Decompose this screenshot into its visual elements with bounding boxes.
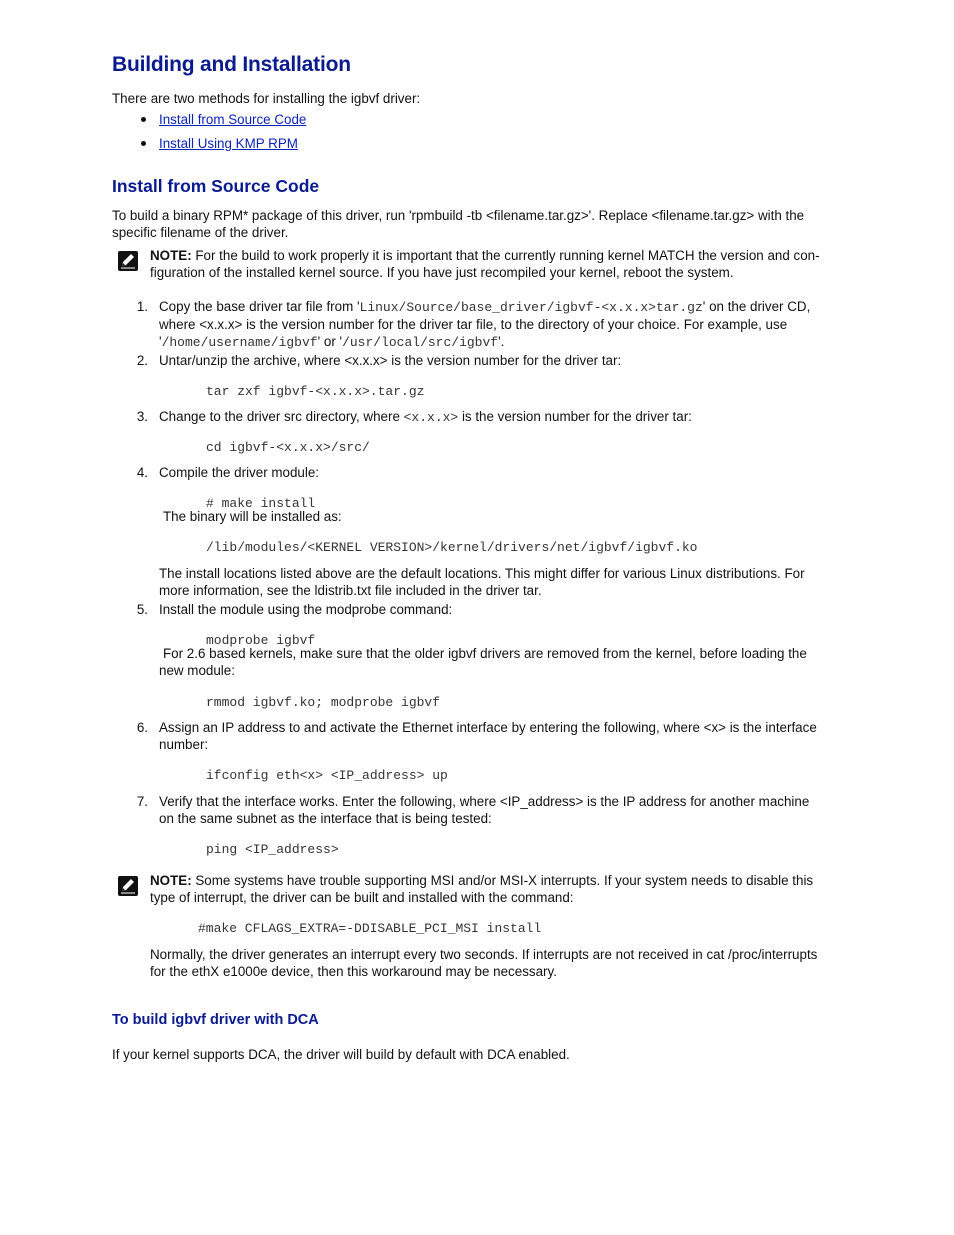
note1 [150, 247, 820, 281]
step5-rmmod-command: rmmod igbvf.ko; modprobe igbvf [206, 695, 441, 710]
step-number: 3. [136, 409, 148, 424]
step3-text-end: is the version number for the driver tar: [458, 409, 692, 424]
step6-text [159, 719, 817, 753]
step2-command: tar zxf igbvf-<x.x.x>.tar.gz [206, 384, 425, 399]
step-number: 7. [136, 794, 148, 809]
step1-text [159, 298, 810, 351]
step-number: 2. [136, 353, 148, 368]
step5-after-line1: For 2.6 based kernels, make sure that the older igbvf drivers are removed from the kernel, before loading the [163, 646, 807, 661]
step1-text-a-end: ' on the driver CD, [702, 299, 811, 314]
step7-text-line2: on the same subnet as the interface that is being tested: [159, 811, 492, 826]
step3-text-a: Change to the driver src directory, where [159, 409, 404, 424]
step6-text-line2: number: [159, 737, 209, 752]
step7-text-line1: Verify that the interface works. Enter the following, where <IP_address> is the IP address for another machine [159, 794, 810, 809]
note1-label: NOTE: [150, 248, 192, 263]
pencil-note-icon [118, 251, 138, 271]
step5-command: modprobe igbvf [206, 633, 316, 648]
step2-text: Untar/unzip the archive, where <x.x.x> is the version number for the driver tar: [159, 353, 622, 368]
section1-para-line2: specific filename of the driver. [112, 225, 289, 240]
link-install-from-source[interactable]: Install from Source Code [159, 112, 307, 127]
step4-module-path: /lib/modules/<KERNEL VERSION>/kernel/drivers/net/igbvf/igbvf.ko [206, 540, 698, 555]
section1-paragraph [112, 207, 804, 241]
step1-quote: ' [159, 334, 162, 349]
note2-line1: Some systems have trouble supporting MSI and/or MSI-X interrupts. If your system needs to disable this [191, 873, 814, 888]
note2-label: NOTE: [150, 873, 192, 888]
step1-text-end: '. [498, 334, 505, 349]
section1-para-line1: To build a binary RPM* package of this driver, run 'rpmbuild -tb <filename.tar.gz>'. Replace <filename.tar.gz> with the [112, 208, 805, 223]
step-number: 6. [136, 720, 148, 735]
link-install-using-kmp-rpm[interactable]: Install Using KMP RPM [159, 136, 298, 151]
note1-line2: figuration of the installed kernel source. If you have just recompiled your kernel, reboot the system. [150, 265, 734, 280]
dca-paragraph: If your kernel supports DCA, the driver will build by default with DCA enabled. [112, 1047, 570, 1062]
note2 [150, 872, 813, 906]
step6-command: ifconfig eth<x> <IP_address> up [206, 768, 448, 783]
step4-para-line2: more information, see the ldistrib.txt file included in the driver tar. [159, 583, 542, 598]
step1-code-usr: /usr/local/src/igbvf [342, 335, 499, 350]
bullet-icon [141, 117, 146, 122]
step3-text [159, 408, 692, 426]
section-heading-install-from-source: Install from Source Code [112, 176, 320, 196]
note2-para-line2: for the ethX e1000e device, then this workaround may be necessary. [150, 964, 557, 979]
step5-after-line2: new module: [159, 663, 235, 678]
step-number: 5. [136, 602, 148, 617]
step6-text-line1: Assign an IP address to and activate the Ethernet interface by entering the following, where <x> is the interface [159, 720, 817, 735]
bullet-icon [141, 141, 146, 146]
note2-command: #make CFLAGS_EXTRA=-DDISABLE_PCI_MSI install [198, 921, 542, 936]
step1-text-b: where <x.x.x> is the version number for the driver tar file, to the directory of your choice. For example, use [159, 317, 788, 332]
step1-text-or: ' or ' [317, 334, 343, 349]
step3-code-version: <x.x.x> [403, 410, 459, 425]
section-heading-dca: To build igbvf driver with DCA [112, 1012, 319, 1028]
step-number: 1. [136, 299, 148, 314]
step-number: 4. [136, 465, 148, 480]
note1-line1: For the build to work properly it is important that the currently running kernel MATCH the version and con- [191, 248, 820, 263]
step7-command: ping <IP_address> [206, 842, 339, 857]
step3-command: cd igbvf-<x.x.x>/src/ [206, 440, 370, 455]
step5-text: Install the module using the modprobe command: [159, 602, 453, 617]
note2-line2: type of interrupt, the driver can be built and installed with the command: [150, 890, 574, 905]
note2-paragraph [150, 946, 817, 980]
step1-code-home: /home/username/igbvf [161, 335, 318, 350]
intro-text: There are two methods for installing the igbvf driver: [112, 91, 421, 106]
step5-after-text [159, 645, 807, 679]
step4-para-line1: The install locations listed above are the default locations. This might differ for various Linux distributions. For [159, 566, 805, 581]
step4-after-text: The binary will be installed as: [163, 509, 342, 524]
note2-para-line1: Normally, the driver generates an interrupt every two seconds. If interrupts are not received in cat /proc/interrupts [150, 947, 818, 962]
step1-code-path: Linux/Source/base_driver/igbvf-<x.x.x>tar.gz [359, 300, 703, 315]
step4-command: # make install [206, 496, 316, 511]
page-title: Building and Installation [112, 53, 351, 76]
step7-text [159, 793, 809, 827]
step4-text: Compile the driver module: [159, 465, 320, 480]
step4-paragraph [159, 565, 805, 599]
pencil-note-icon [118, 876, 138, 896]
step1-text-a: Copy the base driver tar file from ' [159, 299, 360, 314]
